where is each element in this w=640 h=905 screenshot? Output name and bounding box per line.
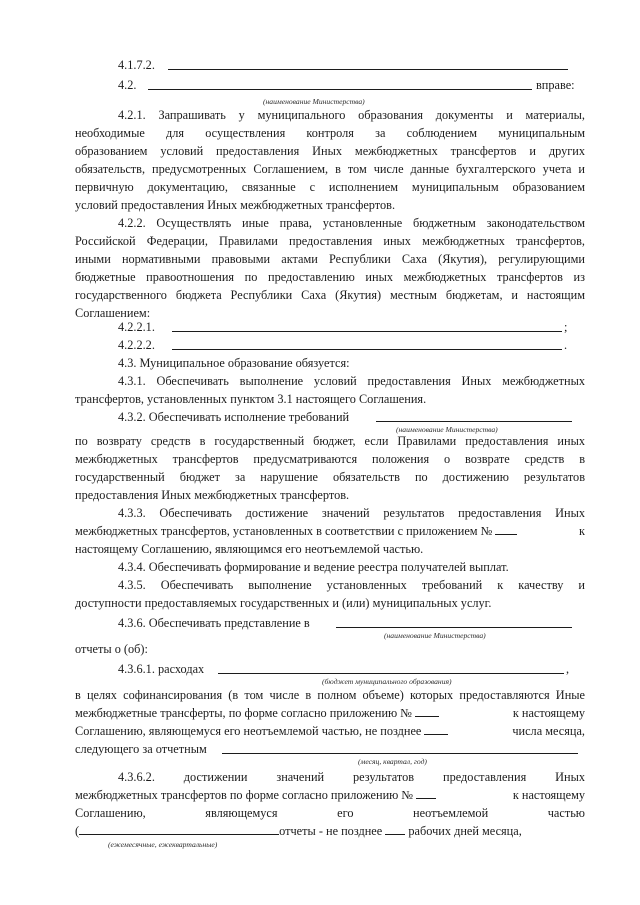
text-line — [75, 824, 585, 838]
text-line: 4.2.2. Осуществлять иные права, установленные бюджетным законодательством — [118, 216, 585, 230]
text-line: Соглашением: — [75, 306, 151, 320]
punct: ; — [564, 320, 568, 334]
text-line: образованием условий предоставления Иных межбюджетных трансфертов и других — [75, 144, 585, 158]
caption-budget: (бюджет муниципального образования) — [322, 677, 452, 686]
caption-frequency: (ежемесячные, ежеквартальные) — [108, 840, 218, 849]
text-line: обязательств, предусмотренных Соглашением, в том числе данные бухгалтерского учета и — [75, 162, 585, 176]
text-line: 4.3.1. Обеспечивать выполнение условий предоставления Иных межбюджетных — [118, 374, 585, 388]
clause-text: вправе: — [536, 78, 575, 92]
clause-4-2-2-1: 4.2.2.1. — [118, 320, 155, 334]
text-line: 4.3.6. Обеспечивать представление в — [118, 616, 310, 630]
text-fragment: к настоящему — [512, 788, 585, 802]
text-line: доступности предоставляемых государственных и (или) муниципальных услуг. — [75, 596, 492, 610]
text-line: в целях софинансирования (в том числе в полном объеме) которых предоставляются Иные — [75, 688, 585, 702]
blank-line — [172, 349, 562, 350]
text-line — [75, 788, 585, 802]
blank-line — [172, 331, 562, 332]
text-line: межбюджетных трансфертов предусматриваются положения о возврате средств в — [75, 452, 585, 466]
text-line: 4.3.5. Обеспечивать выполнение установленных требований к качеству и — [118, 578, 585, 592]
text-fragment: отчеты - не позднее — [279, 824, 383, 838]
text-line: государственный бюджет за нарушение обязательств по достижению результатов — [75, 470, 585, 484]
blank-line — [415, 706, 439, 717]
blank-line — [495, 524, 517, 535]
text-line: следующего за отчетным — [75, 742, 207, 756]
blank-line — [376, 421, 572, 422]
text-line — [75, 724, 585, 738]
blank-line — [168, 69, 568, 70]
text-line: условий предоставления Иных межбюджетных трансфертов. — [75, 198, 396, 212]
text-fragment: межбюджетных трансфертов, установленных в соответствии с приложением № — [75, 524, 493, 538]
blank-line — [148, 89, 532, 90]
blank-line — [79, 824, 279, 835]
text-line: предоставления Иных межбюджетных трансфертов. — [75, 488, 350, 502]
text-line — [75, 706, 585, 720]
caption-ministry: (наименование Министерства) — [384, 631, 486, 640]
text-line: отчеты о (об): — [75, 642, 148, 656]
text-fragment: числа месяца, — [512, 724, 585, 738]
text-fragment: к — [579, 524, 585, 538]
text-line: 4.3.6.1. расходах — [118, 662, 205, 676]
text-line: по возврату средств в государственный бюджет, если Правилами предоставления иных — [75, 434, 585, 448]
text-line: Соглашению, являющемуся его неотъемлемой частью — [75, 806, 585, 820]
caption-ministry: (наименование Министерства) — [396, 425, 498, 434]
text-line: государственного бюджета Республики Саха (Якутия) местным бюджетам, и настоящим — [75, 288, 585, 302]
blank-line — [336, 627, 572, 628]
text-fragment: межбюджетные трансферты, по форме согласно приложению № — [75, 706, 413, 720]
blank-line — [416, 788, 436, 799]
text-line: настоящему Соглашению, являющимся его неотъемлемой частью. — [75, 542, 424, 556]
text-line: 4.3. Муниципальное образование обязуется: — [118, 356, 350, 370]
clause-number: 4.1.7.2. — [118, 58, 155, 72]
text-line: бюджетные правоотношения по предоставлению иных межбюджетных трансфертов из — [75, 270, 585, 284]
blank-line — [222, 753, 578, 754]
punct: , — [566, 662, 570, 676]
text-line — [75, 524, 585, 538]
text-fragment: рабочих дней месяца, — [408, 824, 522, 838]
blank-line — [424, 724, 448, 735]
text-line: иными нормативными правовыми актами Республики Саха (Якутия), регулирующими — [75, 252, 585, 266]
caption-period: (месяц, квартал, год) — [358, 757, 427, 766]
text-line: 4.3.6.2. достижении значений результатов предоставления Иных — [118, 770, 585, 784]
text-fragment: межбюджетных трансфертов по форме согласно приложению № — [75, 788, 414, 802]
text-line: 4.3.3. Обеспечивать достижение значений результатов предоставления Иных — [118, 506, 585, 520]
text-line: первичную документацию, связанные с исполнением муниципальным образованием — [75, 180, 585, 194]
text-line: необходимые для осуществления контроля за соблюдением муниципальным — [75, 126, 585, 140]
text-line: трансфертов, установленных пунктом 3.1 настоящего Соглашения. — [75, 392, 427, 406]
text-line: 4.2.1. Запрашивать у муниципального образования документы и материалы, — [118, 108, 585, 122]
text-line: 4.3.2. Обеспечивать исполнение требований — [118, 410, 350, 424]
punct: . — [564, 338, 568, 352]
blank-line — [385, 824, 405, 835]
clause-4-2-2-2: 4.2.2.2. — [118, 338, 155, 352]
clause-number: 4.2. — [118, 78, 137, 92]
text-line: 4.3.4. Обеспечивать формирование и ведение реестра получателей выплат. — [118, 560, 509, 574]
caption-ministry: (наименование Министерства) — [263, 97, 365, 106]
blank-line — [218, 673, 564, 674]
text-line: Российской Федерации, Правилами предоставления иных межбюджетных трансфертов, — [75, 234, 585, 248]
text-fragment: к настоящему — [512, 706, 585, 720]
text-fragment: Соглашению, являющемуся его неотъемлемой частью, не позднее — [75, 724, 422, 738]
text-fragment: ( — [75, 824, 80, 838]
